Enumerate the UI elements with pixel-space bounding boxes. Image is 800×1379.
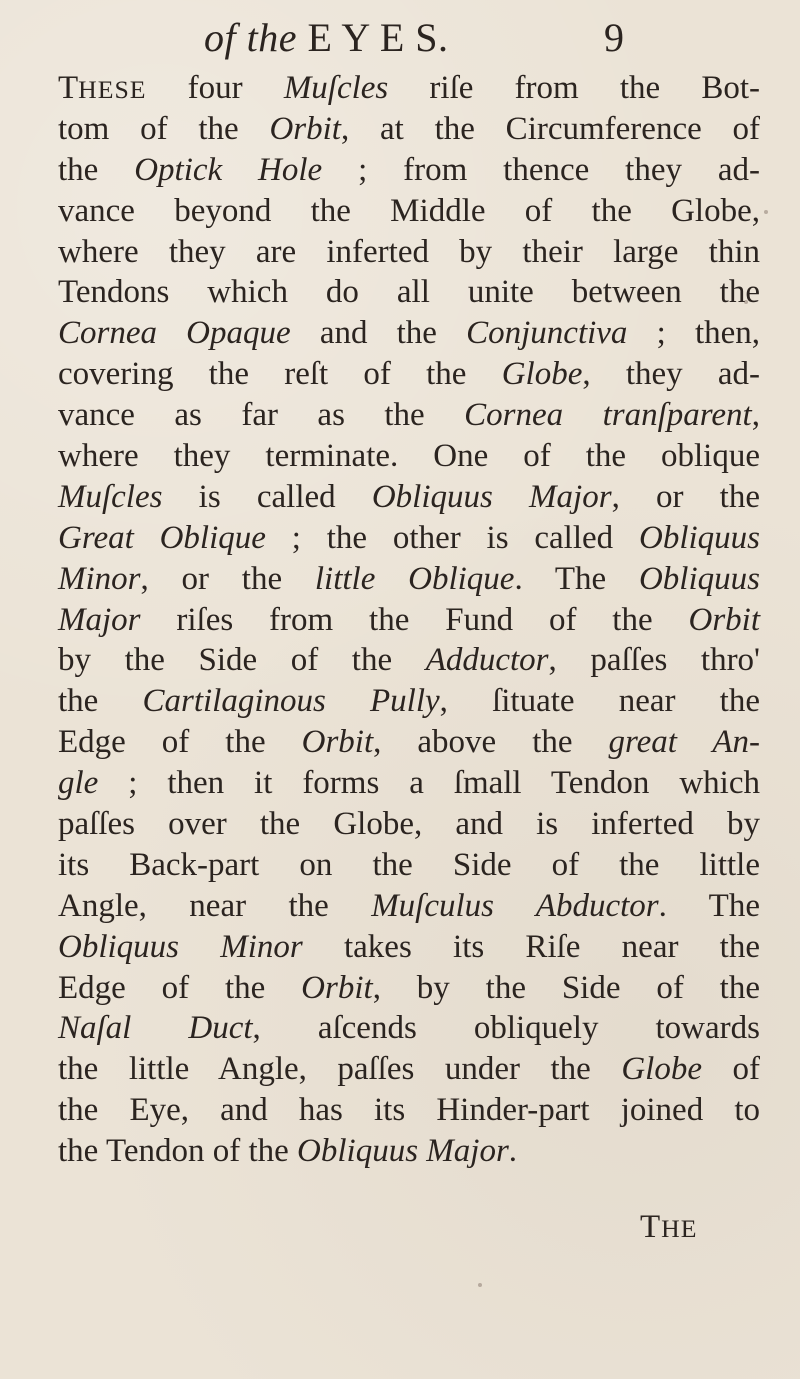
text-run: the little Angle, paſſes under the (58, 1051, 622, 1088)
text-run: THESE (58, 70, 147, 106)
text-run: Orbit (269, 110, 341, 147)
text-run: Adductor (425, 642, 549, 679)
text-run: and the (290, 315, 467, 352)
text-line (58, 272, 760, 313)
paper-speck (478, 1283, 482, 1287)
text-run: Obliquus Major (371, 478, 612, 515)
catchword: THE (640, 1209, 698, 1245)
text-run: ; then it forms a ſmall Tendon which (98, 765, 760, 802)
text-line (58, 1090, 760, 1131)
text-run: Cornea Opaque (58, 315, 291, 352)
text-line (58, 477, 760, 518)
text-run: ; from thence they ad- (322, 151, 760, 188)
running-head-title (204, 14, 449, 62)
text-line (58, 804, 760, 845)
text-run: little Oblique (314, 560, 515, 597)
text-line (58, 68, 760, 109)
text-run: the Tendon of the (58, 1133, 298, 1170)
text-run: Muſcles (58, 478, 163, 515)
text-run: Obliquus Major (297, 1133, 509, 1170)
text-run: Obliquus Minor (58, 928, 303, 965)
text-run: ; the other is called (265, 519, 639, 556)
text-line (58, 1131, 760, 1172)
text-line (58, 1049, 760, 1090)
text-line (58, 518, 760, 559)
text-run: , ſituate near the (439, 683, 760, 720)
text-run: vance beyond the Middle of the Globe, (58, 192, 760, 229)
text-line (58, 681, 760, 722)
text-run: the Eye, and has its Hinder-part joined to (58, 1092, 760, 1129)
text-run: Great Oblique (58, 519, 266, 556)
text-run: , (751, 397, 760, 434)
text-run: Optick Hole (134, 151, 323, 188)
text-run: takes its Riſe near the (302, 928, 760, 965)
text-run: gle (58, 765, 99, 802)
text-run: Tendons which do all unite between the (58, 274, 760, 311)
text-run: riſe from the Bot- (388, 70, 760, 106)
text-run: the (58, 151, 135, 188)
text-line (58, 722, 760, 763)
text-run: Cornea tranſparent (464, 397, 752, 434)
text-run: , they ad- (582, 356, 761, 393)
text-run: . The (514, 560, 639, 597)
text-run: covering the reſt of the (58, 356, 502, 393)
text-run: where they terminate. One of the oblique (58, 438, 760, 475)
text-run: four (146, 70, 284, 106)
text-run: Naſal Duct (58, 1010, 253, 1047)
text-run: , or the (140, 560, 315, 597)
text-run: vance as far as the (58, 397, 465, 434)
text-run: , at the Circumference of (340, 110, 760, 147)
text-run: is called (162, 478, 372, 515)
text-run: Obliquus (638, 560, 760, 597)
text-run: Orbit (301, 969, 373, 1006)
text-line (58, 354, 760, 395)
text-run: Edge of the (58, 724, 302, 761)
text-run: paſſes over the Globe, and is inferted by (58, 806, 760, 843)
text-line (58, 1008, 760, 1049)
running-head (0, 14, 800, 64)
text-line (58, 191, 760, 232)
text-line (58, 763, 760, 804)
text-run: by the Side of the (58, 642, 426, 679)
text-run: Cartilaginous Pully (142, 683, 440, 720)
paper-speck (764, 210, 768, 214)
text-run: where they are inferted by their large thin (58, 233, 760, 270)
body-paragraph (58, 68, 760, 1172)
text-line (58, 968, 760, 1009)
text-line (58, 886, 760, 927)
text-run: riſes from the Fund of the (140, 601, 689, 638)
text-run: tom of the (58, 110, 270, 147)
text-run: . (508, 1133, 518, 1170)
text-run: Conjunctiva (466, 315, 628, 352)
text-line (58, 927, 760, 968)
text-line (58, 232, 760, 273)
text-run: Angle, near the (58, 887, 372, 924)
text-line (58, 395, 760, 436)
text-run: of (702, 1051, 760, 1088)
text-run: , aſcends obliquely towards (252, 1010, 760, 1047)
text-run: ; then, (627, 315, 761, 352)
page-number: 9 (604, 15, 624, 60)
text-run: , paſſes thro' (548, 642, 760, 679)
text-line (58, 150, 760, 191)
text-run: Globe (621, 1051, 702, 1088)
text-run: its Back-part on the Side of the little (58, 846, 760, 883)
text-line (58, 845, 760, 886)
paper-speck (744, 300, 748, 304)
text-run: , or the (611, 478, 761, 515)
text-run: , above the (373, 724, 609, 761)
text-run: Muſculus Abductor (371, 887, 659, 924)
text-run: Orbit (301, 724, 374, 761)
text-run: Minor (58, 560, 141, 597)
text-run: Edge of the (58, 969, 302, 1006)
running-head-prefix: of the (204, 15, 297, 60)
text-line (58, 640, 760, 681)
text-run: great An- (608, 724, 761, 761)
text-run: . The (658, 887, 760, 924)
text-run: , by the Side of the (372, 969, 760, 1006)
text-run: the (58, 683, 143, 720)
text-run: Orbit (688, 601, 760, 638)
text-run: Obliquus (638, 519, 760, 556)
text-line (58, 436, 760, 477)
text-run: Globe (501, 356, 583, 393)
text-line (58, 600, 760, 641)
text-run: Major (58, 601, 141, 638)
running-head-word: E Y E S. (307, 15, 449, 60)
text-line (58, 109, 760, 150)
text-line (58, 313, 760, 354)
text-line (58, 559, 760, 600)
text-run: Muſcles (283, 70, 389, 106)
